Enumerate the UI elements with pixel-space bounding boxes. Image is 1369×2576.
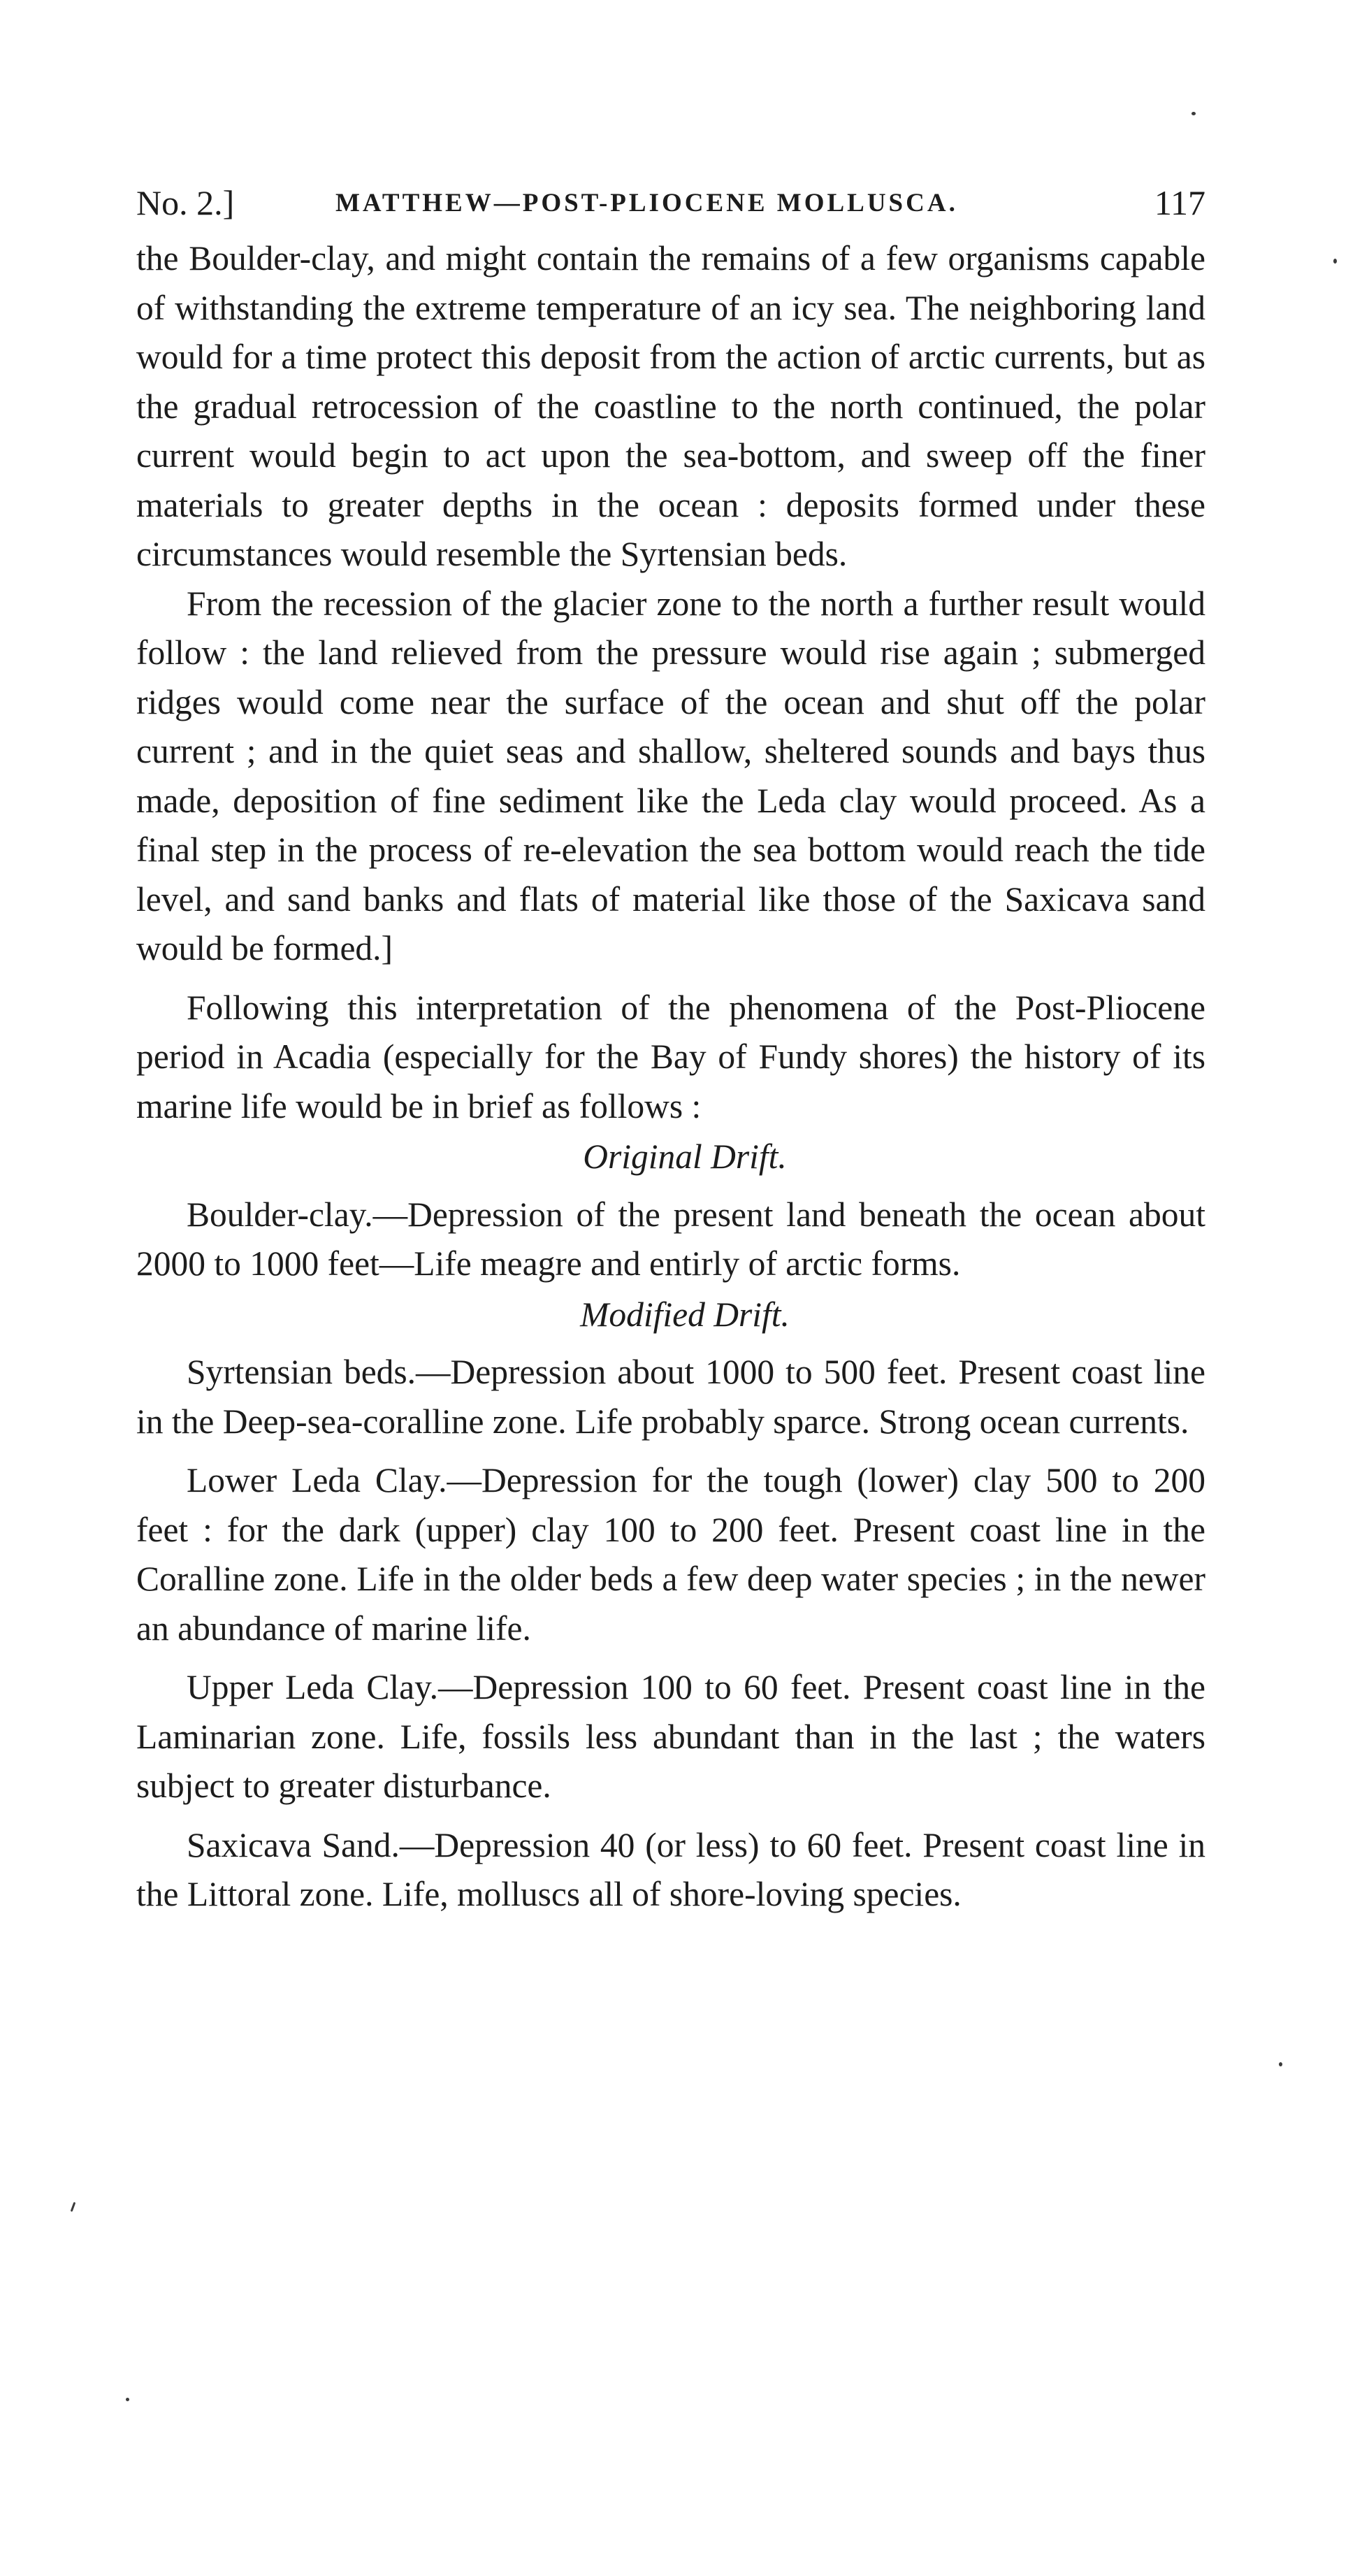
paragraph-interpretation: Following this interpretation of the phenomena of the Post-Pliocene period in Acadia (especially for the Bay of Fundy shores) the history of its marine life would be in brief as follows : bbox=[136, 988, 1205, 1125]
section-heading-modified-drift: Modified Drift. bbox=[580, 1295, 790, 1334]
section-heading-original-drift: Original Drift. bbox=[583, 1137, 787, 1176]
scan-speck bbox=[126, 2398, 129, 2401]
scan-speck bbox=[71, 2202, 76, 2212]
body-text bbox=[136, 234, 1205, 1920]
entry-boulder-clay: Boulder-clay.—Depression of the present land beneath the ocean about 2000 to 1000 feet—Life meagre and entirly of arctic forms. bbox=[136, 1195, 1205, 1283]
paragraph-continued: the Boulder-clay, and might contain the remains of a few organisms capable of withstanding the extreme temperature of an icy sea. The neighboring land would for a time protect this deposit from the action of arctic currents, but as the gradual retrocession of the coastline to the north continued, the polar current would begin to act upon the sea-bottom, and sweep off the finer materials to greater depths in the ocean : deposits formed under these circumstances would resemble the Syrtensian beds. bbox=[136, 239, 1205, 573]
running-title: MATTHEW—POST-PLIOCENE MOLLUSCA. bbox=[335, 189, 958, 217]
scan-speck bbox=[1191, 112, 1196, 115]
scan-speck bbox=[1333, 259, 1337, 264]
page-number: 117 bbox=[1154, 183, 1205, 222]
running-header bbox=[136, 178, 1205, 234]
scan-speck bbox=[1279, 2062, 1282, 2066]
entry-syrtensian-beds: Syrtensian beds.—Depression about 1000 to 500 feet. Present coast line in the Deep-sea-coralline zone. Life probably sparce. Strong ocean currents. bbox=[136, 1353, 1205, 1441]
entry-upper-leda-clay: Upper Leda Clay.—Depression 100 to 60 feet. Present coast line in the Laminarian zone. Life, fossils less abundant than in the last ; the waters subject to greater disturbance. bbox=[136, 1668, 1205, 1805]
book-page bbox=[136, 178, 1205, 1920]
entry-saxicava-sand: Saxicava Sand.—Depression 40 (or less) to 60 feet. Present coast line in the Littoral zone. Life, molluscs all of shore-loving species. bbox=[136, 1825, 1205, 1913]
entry-lower-leda-clay: Lower Leda Clay.—Depression for the tough (lower) clay 500 to 200 feet : for the dark (upper) clay 100 to 200 feet. Present coast line in the Coralline zone. Life in the older beds a few deep water species ; in the newer an abundance of marine life. bbox=[136, 1461, 1205, 1648]
issue-number: No. 2.] bbox=[136, 183, 235, 222]
paragraph-recession: From the recession of the glacier zone to the north a further result would follow : the land relieved from the pressure would rise again ; submerged ridges would come near the surface of the ocean and shut off the polar current ; and in the quiet seas and shallow, sheltered sounds and bays thus made, deposition of fine sediment like the Leda clay would proceed. As a final step in the process of re-elevation the sea bottom would reach the tide level, and sand banks and flats of material like those of the Saxicava sand would be formed.] bbox=[136, 584, 1205, 967]
